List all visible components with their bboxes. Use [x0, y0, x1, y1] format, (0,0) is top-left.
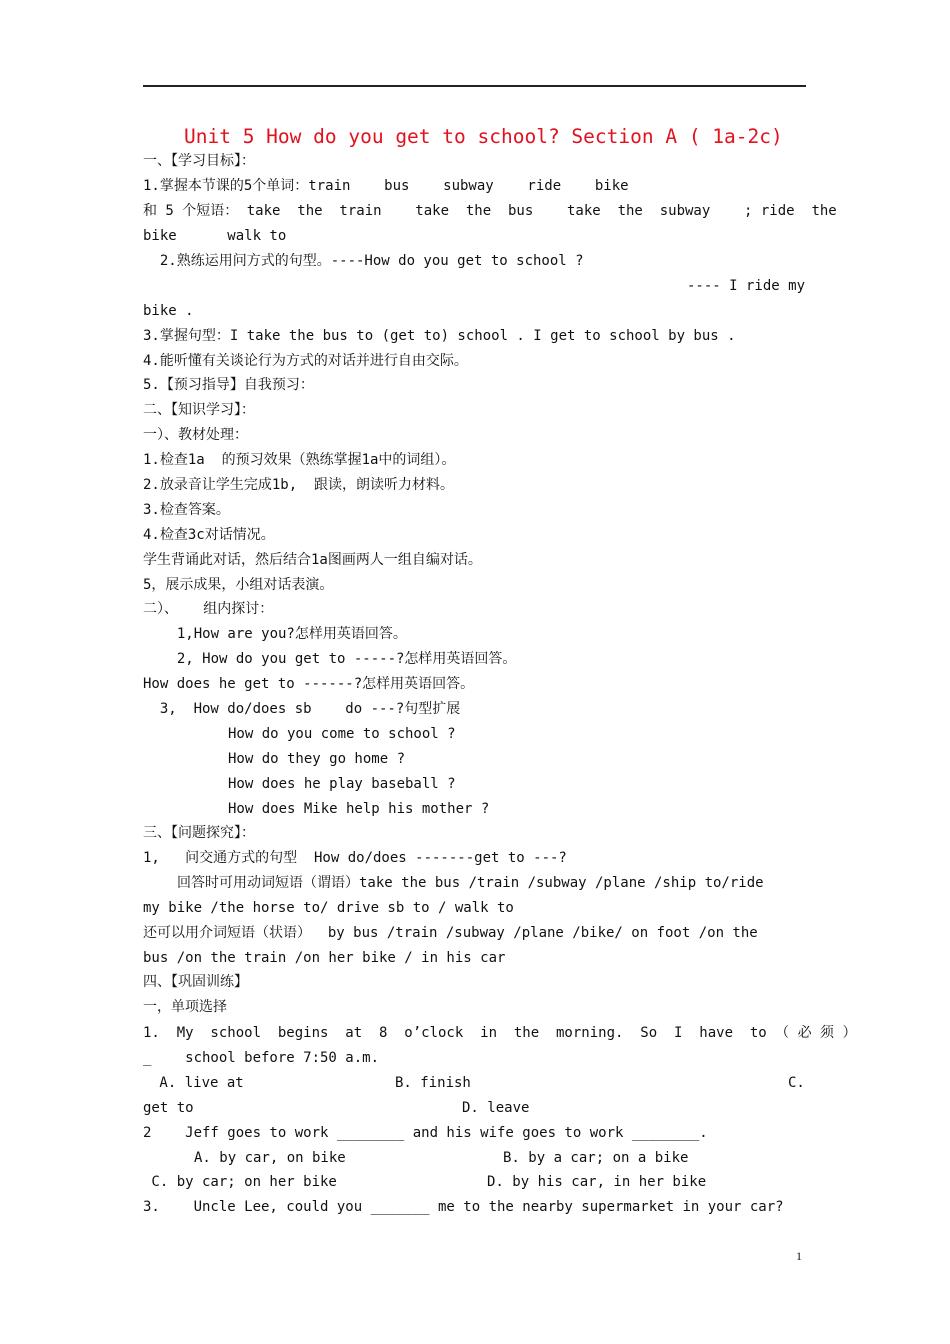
question-2: 2 Jeff goes to work ________ and his wife goes to work ________. — [143, 1125, 708, 1141]
option-a: A. live at — [151, 1075, 244, 1091]
text-line: How does he get to ------?怎样用英语回答。 — [143, 676, 475, 692]
text-line: 1, 问交通方式的句型 How do/does -------get to ---? — [143, 850, 567, 866]
page-title: Unit 5 How do you get to school? Section A ( 1a-2c) — [184, 125, 783, 148]
option-c-text: get to — [143, 1100, 194, 1116]
text-line: 4.检查3c对话情况。 — [143, 527, 275, 543]
option-b: B. by a car; on a bike — [503, 1150, 689, 1166]
text-line: 2.放录音让学生完成1b, 跟读，朗读听力材料。 — [143, 477, 454, 493]
option-d: D. by his car, in her bike — [487, 1174, 707, 1190]
text-line: How do you come to school ? — [228, 726, 456, 742]
text-line: 3, How do/does sb do ---?句型扩展 — [143, 701, 461, 717]
text-line: 3.检查答案。 — [143, 502, 230, 518]
option-c: C. by car; on her bike — [143, 1174, 337, 1190]
text-line: 和 5 个短语： take the train take the bus take the subway ; ride the — [143, 203, 837, 219]
text-line: 1.检查1a 的预习效果（熟练掌握1a中的词组）。 — [143, 452, 456, 468]
text-line: How does Mike help his mother ? — [228, 801, 490, 817]
text-line: 1,How are you?怎样用英语回答。 — [160, 626, 407, 642]
text-line: How do they go home ? — [228, 751, 406, 767]
text-line: 5.【预习指导】自我预习： — [143, 377, 314, 393]
text-line: ---- I ride my — [687, 278, 806, 294]
text-line: 一）、教材处理： — [143, 427, 248, 443]
text-line: 1.掌握本节课的5个单词：train bus subway ride bike — [143, 178, 629, 194]
section-heading: 三、【问题探究】： — [143, 825, 255, 841]
text-line: bike . — [143, 303, 194, 319]
section-heading: 四、【巩固训练】 — [143, 974, 248, 990]
text-line: 5，展示成果，小组对话表演。 — [143, 577, 334, 593]
text-line: bike walk to — [143, 228, 287, 244]
question-3: 3. Uncle Lee, could you _______ me to the nearby supermarket in your car? — [143, 1199, 784, 1215]
text-line: 一、【学习目标】： — [143, 153, 255, 169]
option-b: B. finish — [395, 1075, 471, 1091]
text-line: 4.能听懂有关谈论行为方式的对话并进行自由交际。 — [143, 353, 468, 369]
text-line: 一，单项选择 — [143, 999, 227, 1015]
header-rule — [143, 85, 806, 87]
section-heading: 二、【知识学习】： — [143, 402, 255, 418]
page-number: 1 — [796, 1249, 802, 1263]
text-line: 回答时可用动词短语（谓语）take the bus /train /subway /plane /ship to/ride — [177, 875, 764, 891]
text-line: 3.掌握句型：I take the bus to (get to) school . I get to school by bus . — [143, 328, 736, 344]
text-line: How does he play baseball ? — [228, 776, 456, 792]
text-line: _ school before 7:50 a.m. — [143, 1050, 380, 1066]
text-line: my bike /the horse to/ drive sb to / walk to — [143, 900, 514, 916]
text-line: 学生背诵此对话，然后结合1a图画两人一组自编对话。 — [143, 552, 482, 568]
text-line: bus /on the train /on her bike / in his car — [143, 950, 506, 966]
question-1: 1. My school begins at 8 o’clock in the morning. So I have to （ 必 须 ） — [143, 1025, 857, 1041]
text-line: 2, How do you get to -----?怎样用英语回答。 — [160, 651, 517, 667]
text-line: 2.熟练运用问方式的句型。----How do you get to school ? — [143, 253, 584, 269]
option-c: C. — [788, 1075, 805, 1091]
text-line: 还可以用介词短语（状语） by bus /train /subway /plane /bike/ on foot /on the — [143, 925, 758, 941]
text-line: 二）、 组内探讨： — [143, 601, 274, 617]
option-a: A. by car, on bike — [194, 1150, 346, 1166]
option-d: D. leave — [462, 1100, 530, 1116]
